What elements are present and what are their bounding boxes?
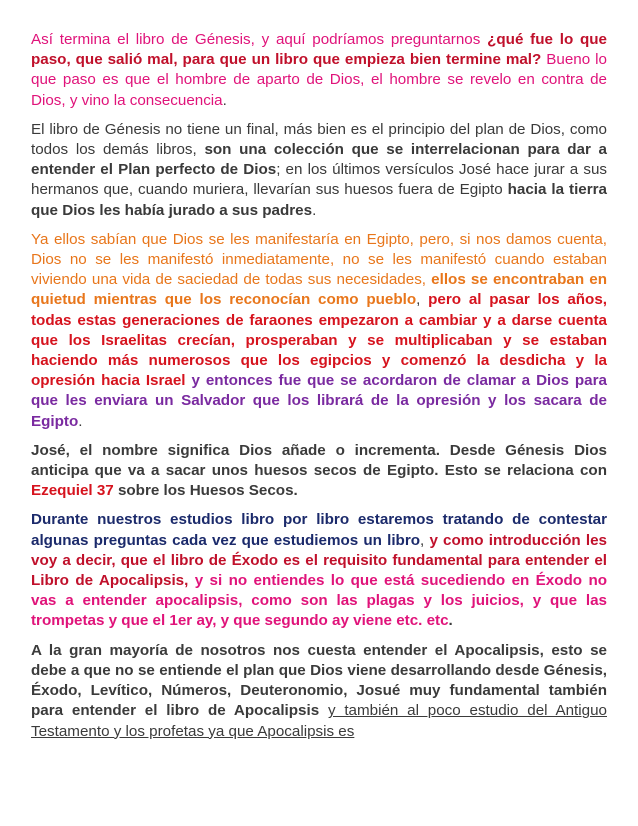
paragraph-apocalypse-difficulty xyxy=(31,641,607,742)
text-run: y como introducción les voy a decir, que el libro de Éxodo es el requisito fundamental para entender el Libro de Apocalipsis, xyxy=(31,531,607,590)
paragraph-exodus-apocalypse xyxy=(31,510,607,631)
text-run: José, el nombre significa Dios añade o incrementa. Desde Génesis Dios anticipa que va a sacar unos huesos secos de Egipto. Esto se relaciona con xyxy=(31,441,607,480)
text-run: Ya ellos sabían que Dios se les manifestaría en Egipto, pero, si nos damos cuenta, Dios no se les manifestó inmediatamente, no se les manifestó cuando estaban viviendo una vida de saciedad de todas sus necesidades, xyxy=(31,230,607,289)
text-run: y si no entiendes lo que está sucediendo en Éxodo no vas a entender apocalipsis, como son las plagas y los juicios, y que las trompetas y que el 1er ay, y que segundo ay viene etc. etc xyxy=(31,572,607,630)
text-run: Bueno lo que paso es que el hombre de aparto de Dios, el hombre se revelo en contra de Dios, y vino la consecuencia xyxy=(31,51,607,109)
paragraph-jose-meaning xyxy=(31,441,607,502)
text-run: . xyxy=(78,412,83,430)
text-run: . xyxy=(448,612,453,630)
paragraph-genesis-principle xyxy=(31,120,607,221)
text-run: . xyxy=(222,91,227,109)
text-run: y entonces fue que se acordaron de clamar a Dios para que les enviara un Salvador que los librará de la opresión y los sacara de Egipto xyxy=(31,372,607,430)
text-run: . xyxy=(312,201,317,219)
text-run: Durante nuestros estudios libro por libro estaremos tratando de contestar algunas preguntas cada vez que estudiemos un libro xyxy=(31,511,607,549)
text-run: y también al poco estudio del Antiguo Testamento y los profetas ya que Apocalipsis es xyxy=(31,702,607,740)
text-run: Ezequiel 37 xyxy=(31,482,114,500)
text-run: , xyxy=(420,531,430,549)
text-run: hacia la tierra que Dios les había jurado a sus padres xyxy=(31,181,608,219)
text-run xyxy=(319,702,328,719)
text-run: pero al pasar los años, todas estas generaciones de faraones empezaron a cambiar y a darse cuenta que los Israelitas crecían, prosperaban y se multiplicaban y se estaban haciendo más numerosos que los egipcios y comenzó la desdicha y la opresión hacia Israel xyxy=(31,291,607,390)
paragraph-israel-oppression xyxy=(31,230,607,432)
text-run: ¿qué fue lo que paso, que salió mal, para que un libro que empieza bien termine mal? xyxy=(31,31,607,69)
text-run: ellos se encontraban en quietud mientras que los reconocían como pueblo xyxy=(31,271,607,309)
text-run: Así termina el libro de Génesis, y aquí podríamos preguntarnos xyxy=(31,31,488,48)
text-run: A la gran mayoría de nosotros nos cuesta entender el Apocalipsis, esto se debe a que no se entiende el plan que Dios viene desarrollando desde Génesis, Éxodo, Levítico, Números, Deuteronomio, Josué muy fundamental también para entender el libro de Apocalipsis xyxy=(31,641,607,720)
text-run: sobre los Huesos Secos. xyxy=(113,482,298,500)
paragraph-genesis-ending xyxy=(31,30,607,111)
text-run: , xyxy=(416,291,429,309)
text-run: ; en los últimos versículos José hace jurar a sus hermanos que, cuando muriera, llevarían sus huesos fuera de Egipto xyxy=(31,161,608,199)
document-page xyxy=(31,30,607,751)
text-run: son una colección que se interrelacionan para dar a entender el Plan perfecto de Dios xyxy=(31,141,608,179)
text-run: El libro de Génesis no tiene un final, más bien es el principio del plan de Dios, como todos los demás libros, xyxy=(31,120,607,159)
